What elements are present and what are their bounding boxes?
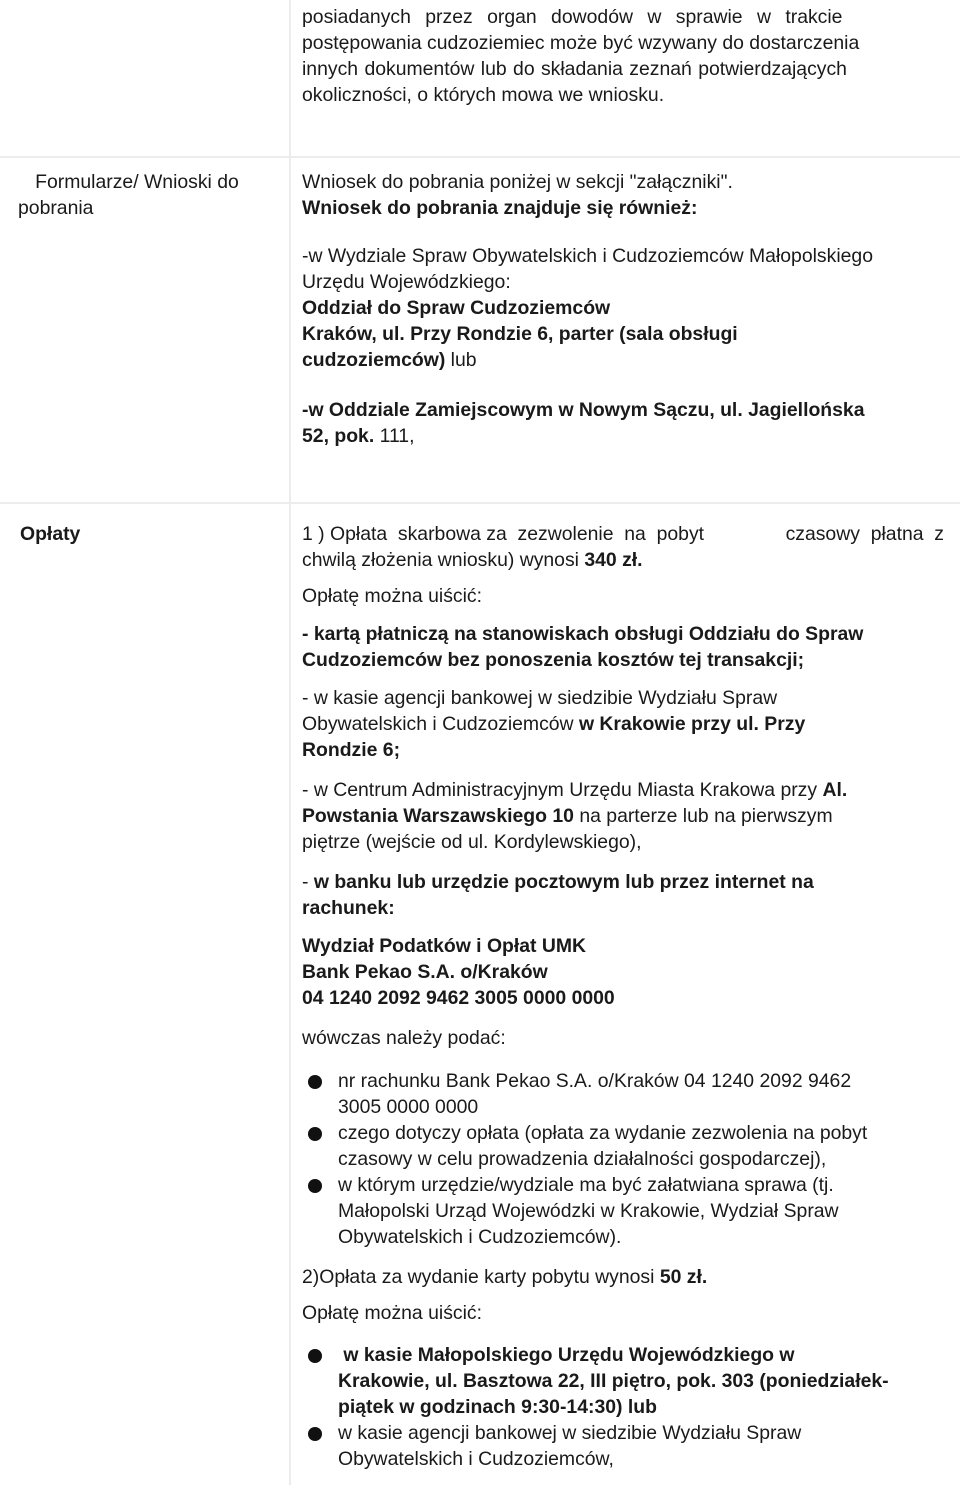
centrum-text: - w Centrum Administracyjnym Urzędu Miasta Krakowa przy [302, 779, 823, 801]
bullet-icon [308, 1349, 322, 1363]
office2-line [302, 423, 942, 449]
list-item [338, 1420, 938, 1472]
card-line-text: - kartą płatniczą na stanowiskach obsługi Oddziału do Spraw [302, 623, 864, 645]
office2-line-text: -w Oddziale Zamiejscowym w Nowym Sączu, ul. Jagiellońska [302, 399, 865, 421]
list-item-line [338, 1368, 938, 1394]
office1-address-text: Kraków, ul. Przy Rondzie 6, parter (sala obsługi [302, 323, 738, 345]
bullet-icon [308, 1075, 322, 1089]
transfer-text: w banku lub urzędzie pocztowym lub przez internet na [313, 871, 814, 893]
fees-content [302, 521, 944, 1051]
centrum-line [302, 777, 944, 803]
account-name-text: Wydział Podatków i Opłat UMK [302, 935, 587, 957]
forms-label-line: pobrania [18, 197, 94, 219]
fee2-text: 2)Opłata za wydanie karty pobytu wynosi [302, 1266, 660, 1288]
card-line [302, 647, 944, 673]
account-bank [302, 959, 944, 985]
list-item-line [338, 1342, 938, 1368]
bullet-icon [308, 1179, 322, 1193]
office2-line-text: 52, pok. [302, 425, 375, 447]
office1-line: -w Wydziale Spraw Obywatelskich i Cudzoziemców Małopolskiego [302, 245, 873, 267]
centrum-bold: Al. [822, 779, 848, 801]
office1-dept [302, 295, 942, 321]
fees-label-text: Opłaty [20, 523, 81, 545]
transfer-dash: - [302, 871, 314, 893]
table-row-divider [0, 156, 960, 158]
transfer-text: rachunek: [302, 897, 395, 919]
list-item-line: Obywatelskich i Cudzoziemców, [338, 1448, 614, 1470]
forms-content [302, 169, 942, 449]
centrum-line: piętrze (wejście od ul. Kordylewskiego), [302, 831, 642, 853]
text-line: postępowania cudzoziemiec może być wzywany do dostarczenia [302, 32, 860, 54]
forms-intro: Wniosek do pobrania poniżej w sekcji "załączniki". [302, 171, 733, 193]
list-item-line: 3005 0000 0000 [338, 1096, 479, 1118]
list-item-line: Obywatelskich i Cudzoziemców). [338, 1226, 622, 1248]
office1-dept-text: Oddział do Spraw Cudzoziemców [302, 297, 611, 319]
list-item-text: Krakowie, ul. Basztowa 22, III piętro, pok. 303 (poniedziałek- [338, 1370, 889, 1392]
forms-also-heading-text: Wniosek do pobrania znajduje się również: [302, 197, 698, 219]
office1-address-text: cudzoziemców) [302, 349, 446, 371]
list-item-line: w którym urzędzie/wydziale ma być załatwiana sprawa (tj. [338, 1174, 834, 1196]
fees-label [20, 521, 282, 547]
list-item-line: nr rachunku Bank Pekao S.A. o/Kraków 04 1240 2092 9462 [338, 1070, 852, 1092]
fee1-line [302, 521, 944, 547]
forms-label-line: Formularze/ Wnioski do [35, 171, 239, 193]
office1-line: Urzędu Wojewódzkiego: [302, 271, 511, 293]
list-item-text: piątek w godzinach 9:30-14:30) lub [338, 1396, 657, 1418]
fee1-amount: 340 zł. [584, 549, 643, 571]
office1-address [302, 321, 942, 347]
list-item [338, 1120, 938, 1172]
bank-line-bold: w Krakowie przy ul. Przy [578, 713, 806, 735]
fee1-text: 1 ) Opłata skarbowa za zezwolenie na pobyt [302, 523, 705, 545]
transfer-line [302, 869, 944, 895]
fee1-text: czasowy płatna z [785, 523, 944, 545]
bank-line [302, 737, 944, 763]
list-item-line: czego dotyczy opłata (opłata za wydanie zezwolenia na pobyt [338, 1122, 868, 1144]
bank-line-text: Obywatelskich i Cudzoziemców [302, 713, 579, 735]
text-line: okoliczności, o których mowa we wniosku. [302, 84, 665, 106]
card-line [302, 621, 944, 647]
bank-line [302, 711, 944, 737]
fee2-amount: 50 zł. [659, 1266, 708, 1288]
office2-room: 111, [374, 425, 415, 447]
forms-also-heading [302, 195, 942, 221]
pay-heading: Opłatę można uiścić: [302, 585, 482, 607]
list-item-line: Małopolski Urząd Wojewódzki w Krakowie, Wydział Spraw [338, 1200, 839, 1222]
list-item-line: czasowy w celu prowadzenia działalności gospodarczej), [338, 1148, 827, 1170]
bank-line-bold: Rondzie 6; [302, 739, 401, 761]
list-item-line [338, 1394, 938, 1420]
text-line: posiadanych przez organ dowodów w sprawie w trakcie [302, 6, 843, 28]
list-item [338, 1342, 938, 1420]
centrum-text: na parterze lub na pierwszym [573, 805, 833, 827]
provide-heading: wówczas należy podać: [302, 1027, 506, 1049]
table-row-divider [0, 502, 960, 504]
centrum-line [302, 803, 944, 829]
fee1-text: chwilą złożenia wniosku) wynosi [302, 549, 585, 571]
forms-label [6, 169, 268, 221]
bullet-icon [308, 1127, 322, 1141]
list-item-text: w kasie Małopolskiego Urzędu Wojewódzkiego w [338, 1344, 795, 1366]
transfer-line [302, 895, 944, 921]
fee2-block [302, 1264, 942, 1326]
fee2-line [302, 1264, 942, 1290]
centrum-bold: Powstania Warszawskiego 10 [302, 805, 574, 827]
office1-address [302, 347, 942, 373]
top-text-block [302, 4, 942, 108]
account-number-text: 04 1240 2092 9462 3005 0000 0000 [302, 987, 615, 1009]
list-item [338, 1172, 938, 1250]
list-item [338, 1068, 938, 1120]
office1-or: lub [445, 349, 477, 371]
list-item-line: w kasie agencji bankowej w siedzibie Wydziału Spraw [338, 1422, 802, 1444]
account-number [302, 985, 944, 1011]
pay2-heading: Opłatę można uiścić: [302, 1302, 482, 1324]
bullet-icon [308, 1427, 322, 1441]
bank-line: - w kasie agencji bankowej w siedzibie Wydziału Spraw [302, 687, 778, 709]
account-bank-text: Bank Pekao S.A. o/Kraków [302, 961, 548, 983]
fee1-line [302, 547, 944, 573]
account-name [302, 933, 944, 959]
office2-line [302, 397, 942, 423]
table-column-divider [289, 0, 291, 1485]
text-line: innych dokumentów lub do składania zeznań potwierdzających [302, 58, 847, 80]
card-line-text: Cudzoziemców bez ponoszenia kosztów tej transakcji; [302, 649, 805, 671]
